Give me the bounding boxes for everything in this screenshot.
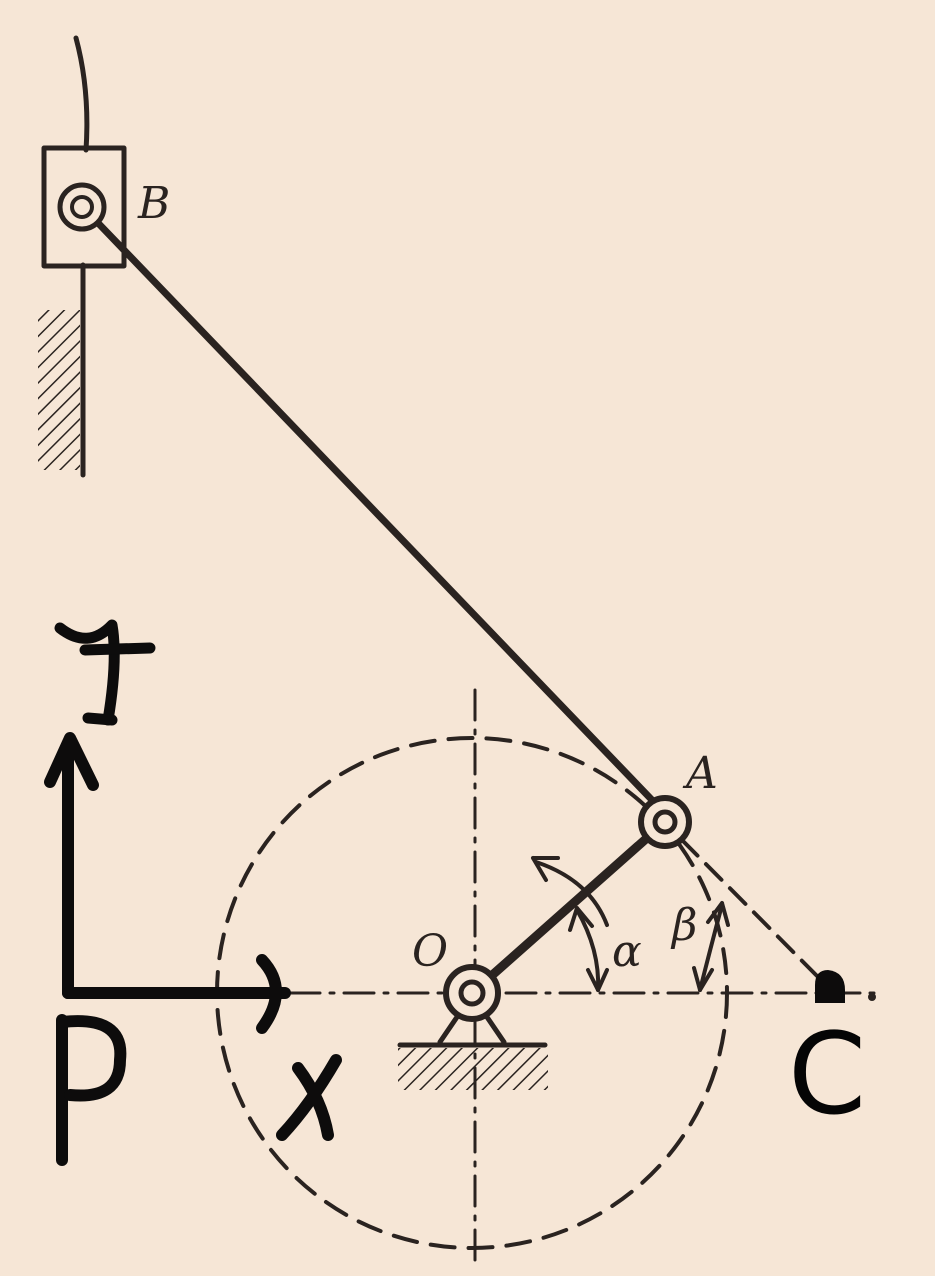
label-c: C <box>788 1010 867 1140</box>
joint-o <box>446 967 498 1019</box>
joint-a <box>641 798 689 846</box>
label-a: A <box>686 748 718 799</box>
label-b: B <box>138 178 171 229</box>
rail-hatching <box>38 310 80 470</box>
label-o: O <box>412 926 449 977</box>
support-hatching <box>398 1048 548 1090</box>
label-beta: β <box>672 900 698 951</box>
label-alpha: α <box>612 926 642 977</box>
